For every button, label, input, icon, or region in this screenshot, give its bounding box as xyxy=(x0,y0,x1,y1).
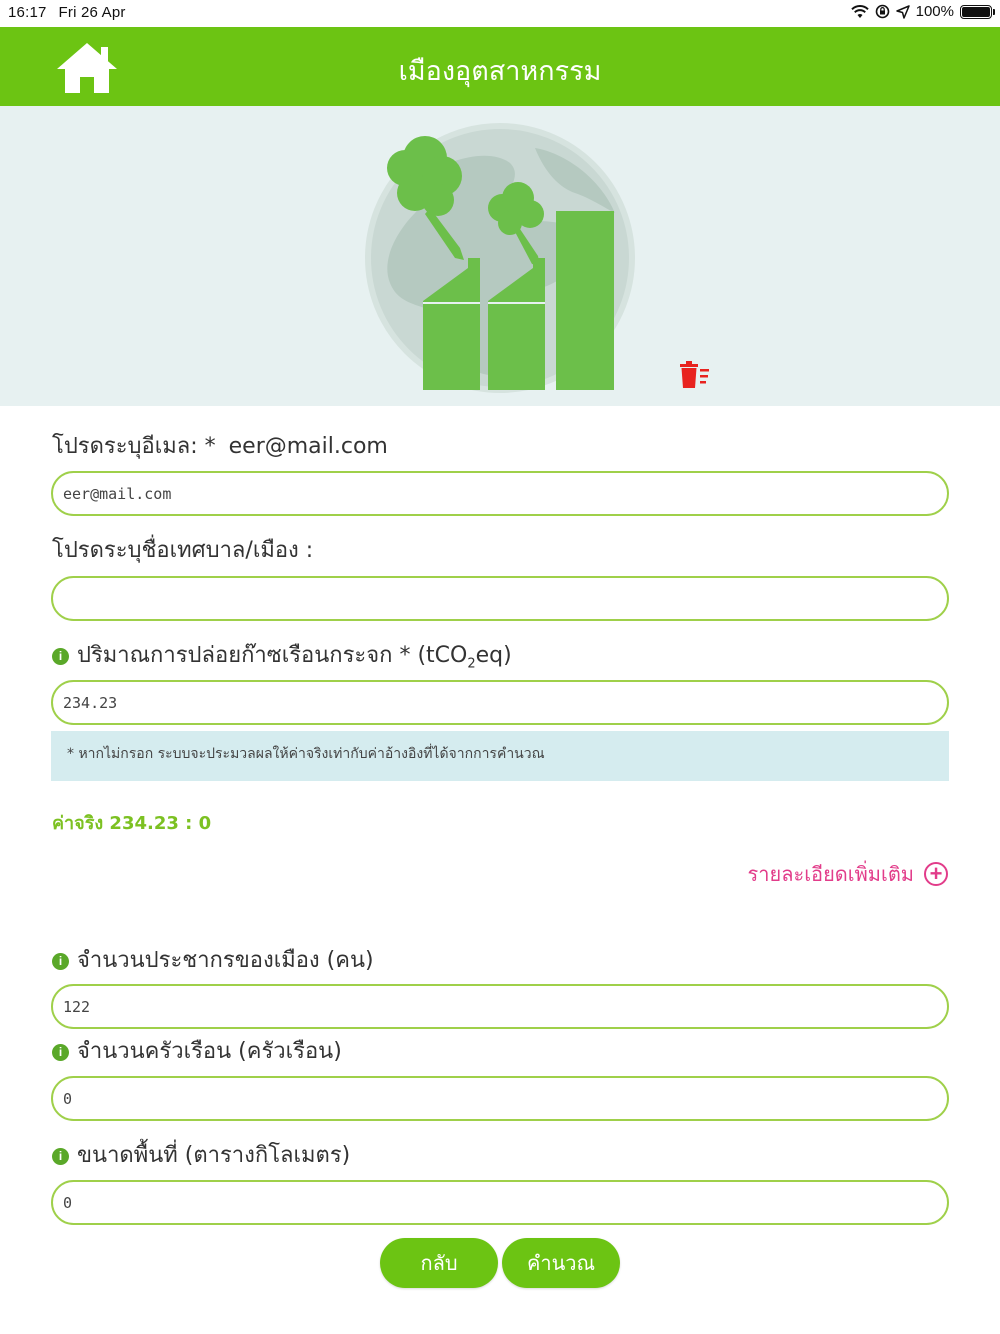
email-label-text: โปรดระบุอีเมล: xyxy=(52,434,198,459)
households-label-text: จำนวนครัวเรือน (ครัวเรือน) xyxy=(77,1039,342,1064)
real-value-text: ค่าจริง 234.23 : 0 xyxy=(52,813,212,834)
wifi-icon xyxy=(851,5,869,19)
calculate-button[interactable]: คำนวณ xyxy=(502,1238,620,1288)
info-note: * หากไม่กรอก ระบบจะประมวลผลให้ค่าจริงเท่ากับค่าอ้างอิงที่ได้จากการคำนวณ xyxy=(51,731,949,781)
clear-button[interactable] xyxy=(678,361,712,389)
city-name-label: โปรดระบุชื่อเทศบาล/เมือง : xyxy=(52,538,314,563)
email-label-value: eer@mail.com xyxy=(228,434,388,459)
info-icon[interactable]: i xyxy=(52,1148,69,1165)
trash-icon xyxy=(678,361,712,389)
email-label xyxy=(52,428,388,463)
status-bar xyxy=(0,0,1000,27)
info-icon[interactable]: i xyxy=(52,953,69,970)
households-field[interactable] xyxy=(51,1076,949,1121)
info-icon[interactable]: i xyxy=(52,648,69,665)
population-field[interactable] xyxy=(51,984,949,1029)
area-label xyxy=(52,1137,350,1172)
info-icon[interactable]: i xyxy=(52,1044,69,1061)
industry-factory-icon xyxy=(360,118,650,403)
battery-percent: 100% xyxy=(915,3,954,20)
app-header xyxy=(0,27,1000,106)
area-field[interactable] xyxy=(51,1180,949,1225)
status-date: Fri 26 Apr xyxy=(58,4,126,21)
email-field[interactable] xyxy=(51,471,949,516)
population-label xyxy=(52,942,374,977)
plus-circle-icon: + xyxy=(924,862,948,886)
hero-banner xyxy=(0,106,1000,406)
city-name-field[interactable] xyxy=(51,576,949,621)
ghg-unit xyxy=(417,643,512,672)
population-label-text: จำนวนประชากรของเมือง (คน) xyxy=(77,948,374,973)
required-marker: * xyxy=(204,434,216,459)
status-indicators xyxy=(845,3,992,20)
rotation-lock-icon xyxy=(875,4,890,19)
more-details-link[interactable] xyxy=(748,858,948,890)
battery-icon xyxy=(960,5,992,19)
ghg-label xyxy=(52,637,512,672)
area-label-text: ขนาดพื้นที่ (ตารางกิโลเมตร) xyxy=(77,1143,351,1168)
page-title: เมืองอุตสาหกรรม xyxy=(398,56,602,87)
households-label xyxy=(52,1033,342,1068)
back-button[interactable]: กลับ xyxy=(380,1238,498,1288)
ghg-emission-field[interactable] xyxy=(51,680,949,725)
ghg-unit-sub: 2 xyxy=(467,656,476,672)
location-arrow-icon xyxy=(896,5,910,19)
ghg-label-text: ปริมาณการปล่อยก๊าซเรือนกระจก xyxy=(77,643,393,668)
ghg-unit-open: (tCO xyxy=(417,643,468,668)
status-time-date xyxy=(8,4,138,21)
more-details-label: รายละเอียดเพิ่มเติม xyxy=(747,862,914,886)
ghg-unit-close: eq) xyxy=(475,643,512,668)
status-time: 16:17 xyxy=(8,4,47,21)
required-marker: * xyxy=(399,643,411,668)
